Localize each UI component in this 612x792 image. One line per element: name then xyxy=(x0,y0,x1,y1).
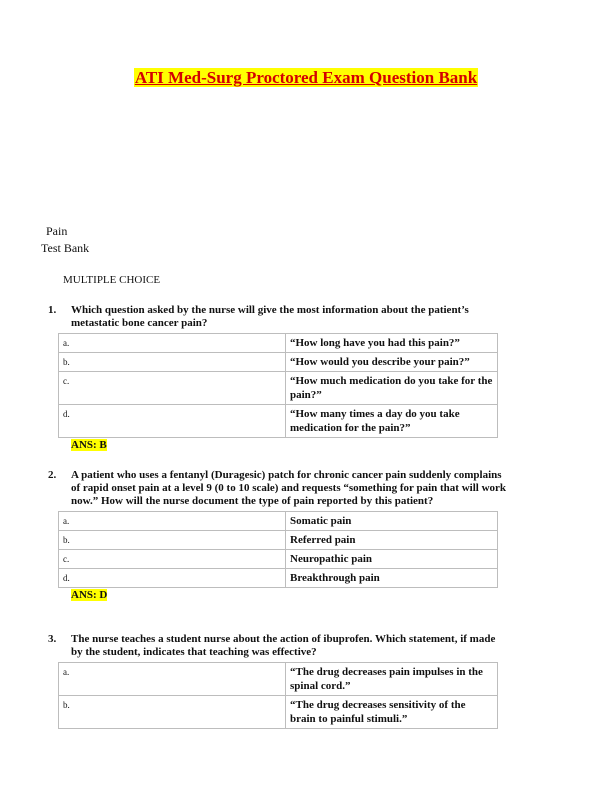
question-number: 3. xyxy=(48,633,57,645)
option-letter: b. xyxy=(59,353,286,372)
option-text: Referred pain xyxy=(286,531,498,550)
option-row xyxy=(59,550,498,569)
question-stem: A patient who uses a fentanyl (Duragesic) patch for chronic cancer pain suddenly complains of rapid onset pain at a level 9 (0 to 10 scale) and requests “something for pain that will work now.” How will the nurse document the type of pain reported by this patient? xyxy=(71,469,507,507)
option-text: “How many times a day do you take medication for the pain?” xyxy=(286,405,498,438)
section-heading: MULTIPLE CHOICE xyxy=(63,274,161,286)
question-stem: The nurse teaches a student nurse about the action of ibuprofen. Which statement, if made by the student, indicates that teaching was effective? xyxy=(71,633,496,658)
option-row xyxy=(59,569,498,588)
answer-key: ANS: D xyxy=(71,589,108,601)
option-row xyxy=(59,334,498,353)
option-text: Breakthrough pain xyxy=(286,569,498,588)
option-text: “The drug decreases sensitivity of the brain to painful stimuli.” xyxy=(286,696,498,729)
question-number: 2. xyxy=(48,469,57,481)
option-letter: c. xyxy=(59,372,286,405)
options-table xyxy=(58,511,498,588)
section-name: Pain xyxy=(46,224,68,238)
option-text: Somatic pain xyxy=(286,512,498,531)
options-table xyxy=(58,662,498,729)
option-letter: a. xyxy=(59,334,286,353)
question-2 xyxy=(48,469,508,601)
option-letter: b. xyxy=(59,531,286,550)
question-number: 1. xyxy=(48,304,57,316)
option-row xyxy=(59,353,498,372)
option-letter: a. xyxy=(59,663,286,696)
option-row xyxy=(59,696,498,729)
option-row xyxy=(59,405,498,438)
option-letter: c. xyxy=(59,550,286,569)
option-row xyxy=(59,531,498,550)
option-row xyxy=(59,663,498,696)
option-text: “The drug decreases pain impulses in the spinal cord.” xyxy=(286,663,498,696)
option-text: “How would you describe your pain?” xyxy=(286,353,498,372)
option-letter: d. xyxy=(59,569,286,588)
document-title: ATI Med-Surg Proctored Exam Question Bank xyxy=(134,68,478,87)
question-stem: Which question asked by the nurse will give the most information about the patient’s metastatic bone cancer pain? xyxy=(71,304,469,329)
option-letter: b. xyxy=(59,696,286,729)
option-text: “How long have you had this pain?” xyxy=(286,334,498,353)
option-text: “How much medication do you take for the pain?” xyxy=(286,372,498,405)
options-table xyxy=(58,333,498,438)
question-3 xyxy=(48,633,508,729)
answer-key: ANS: B xyxy=(71,439,107,451)
option-letter: a. xyxy=(59,512,286,531)
option-letter: d. xyxy=(59,405,286,438)
question-1 xyxy=(48,304,508,451)
option-row xyxy=(59,372,498,405)
option-text: Neuropathic pain xyxy=(286,550,498,569)
section-subtitle: Test Bank xyxy=(41,241,90,255)
option-row xyxy=(59,512,498,531)
